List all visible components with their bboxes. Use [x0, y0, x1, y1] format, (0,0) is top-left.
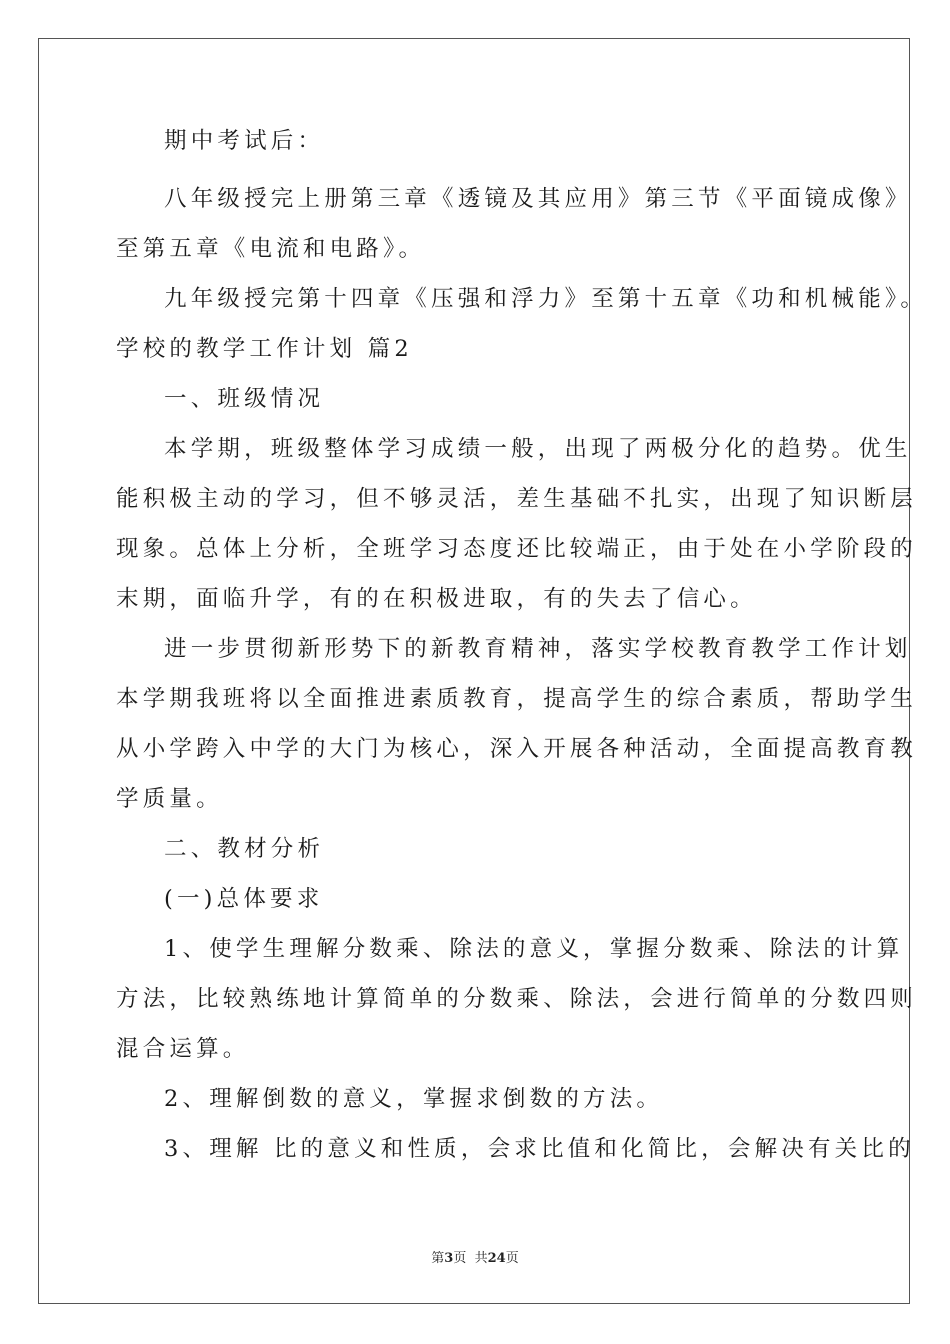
page-footer	[0, 1247, 950, 1266]
section-title: 学校的教学工作计划 篇2	[116, 336, 413, 362]
heading: 一、班级情况	[164, 386, 325, 412]
page-prefix: 第	[431, 1251, 445, 1266]
subheading: (一)总体要求	[164, 886, 324, 912]
page-mid: 页 共	[453, 1251, 488, 1266]
text-line: 末期，面临升学，有的在积极进取，有的失去了信心。	[116, 586, 757, 612]
text-line: 混合运算。	[116, 1036, 250, 1062]
text-line: 本学期我班将以全面推进素质教育，提高学生的综合素质，帮助学生	[116, 686, 918, 712]
text-line: 至第五章《电流和电路》。	[116, 236, 426, 262]
page-total: 24	[487, 1251, 506, 1266]
text-line: 方法，比较熟练地计算简单的分数乘、除法，会进行简单的分数四则	[116, 986, 918, 1012]
text-line: 能积极主动的学习，但不够灵活，差生基础不扎实，出现了知识断层	[116, 486, 918, 512]
text-line: 现象。总体上分析，全班学习态度还比较端正，由于处在小学阶段的	[116, 536, 918, 562]
text-line: 九年级授完第十四章《压强和浮力》至第十五章《功和机械能》。	[164, 286, 928, 312]
text-line: 从小学跨入中学的大门为核心，深入开展各种活动，全面提高教育教	[116, 736, 918, 762]
text-line: 进一步贯彻新形势下的新教育精神，落实学校教育教学工作计划	[164, 636, 912, 662]
text-line: 1、使学生理解分数乘、除法的意义，掌握分数乘、除法的计算	[164, 936, 904, 962]
page-suffix: 页	[505, 1251, 519, 1266]
page-number: 3	[444, 1251, 454, 1266]
text-line: 2、理解倒数的意义，掌握求倒数的方法。	[164, 1086, 664, 1112]
text-line: 学质量。	[116, 786, 223, 812]
text-line: 本学期，班级整体学习成绩一般，出现了两极分化的趋势。优生	[164, 436, 912, 462]
text-line: 3、理解 比的意义和性质，会求比值和化简比，会解决有关比的	[164, 1136, 915, 1162]
text-line: 期中考试后：	[164, 128, 325, 154]
text-line: 八年级授完上册第三章《透镜及其应用》第三节《平面镜成像》	[164, 186, 912, 212]
heading: 二、教材分析	[164, 836, 325, 862]
page-border	[38, 38, 910, 1304]
